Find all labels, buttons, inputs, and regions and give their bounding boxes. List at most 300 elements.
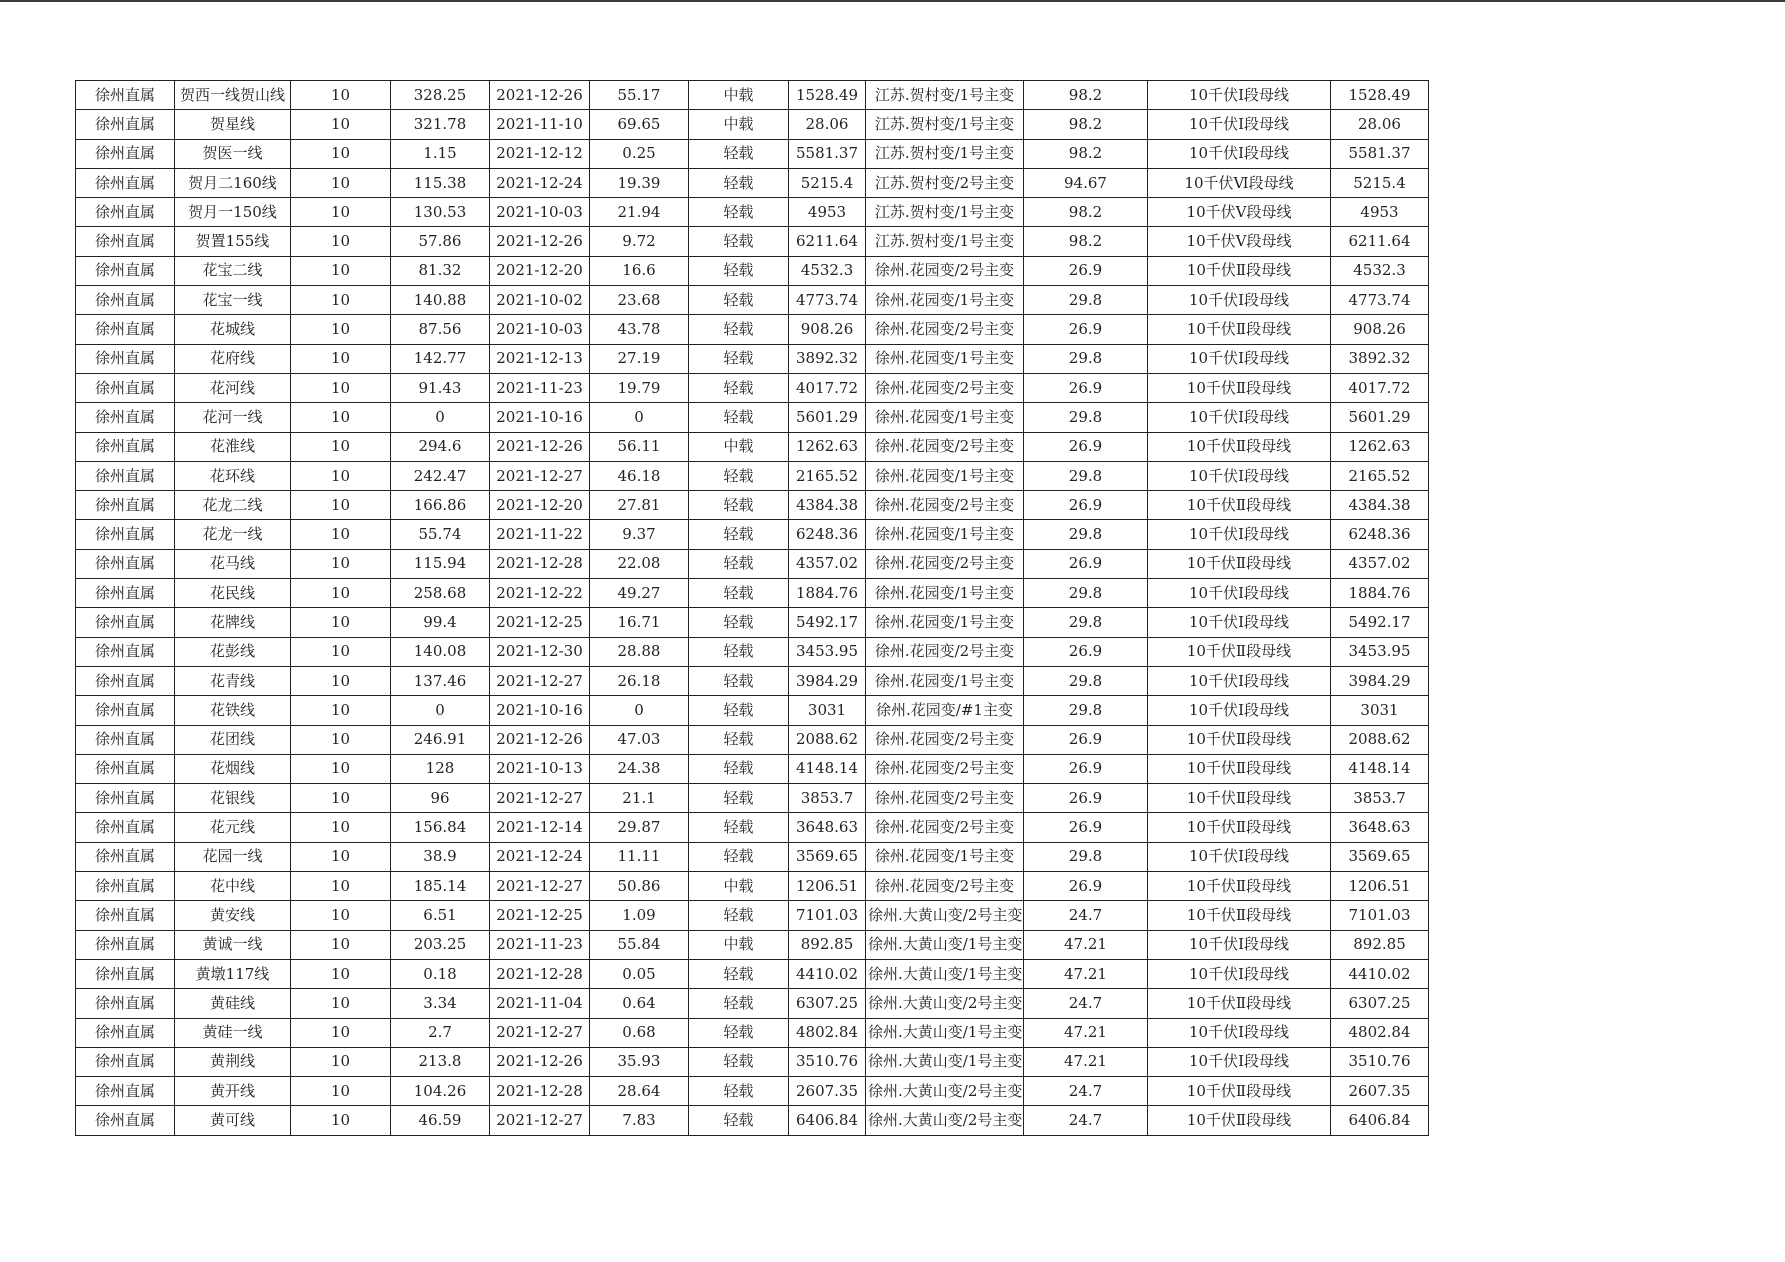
load-rate-cell: 22.08 bbox=[590, 549, 689, 578]
source-transformer-cell: 徐州.花园变/2号主变 bbox=[866, 637, 1024, 666]
load-level-cell: 轻载 bbox=[689, 842, 789, 871]
transformer-rate-cell: 29.8 bbox=[1024, 286, 1148, 315]
transformer-rate-cell: 26.9 bbox=[1024, 637, 1148, 666]
load-rate-cell: 69.65 bbox=[590, 110, 689, 139]
load-cell: 185.14 bbox=[391, 872, 490, 901]
capacity-cell: 3510.76 bbox=[789, 1047, 866, 1076]
load-level-cell: 轻载 bbox=[689, 139, 789, 168]
available-capacity-cell: 5581.37 bbox=[1331, 139, 1429, 168]
load-cell: 0.18 bbox=[391, 959, 490, 988]
transformer-rate-cell: 24.7 bbox=[1024, 901, 1148, 930]
voltage-cell: 10 bbox=[291, 872, 391, 901]
bus-cell: 10千伏Ⅱ段母线 bbox=[1148, 784, 1331, 813]
available-capacity-cell: 4410.02 bbox=[1331, 959, 1429, 988]
capacity-cell: 2088.62 bbox=[789, 725, 866, 754]
transformer-rate-cell: 26.9 bbox=[1024, 872, 1148, 901]
available-capacity-cell: 3984.29 bbox=[1331, 666, 1429, 695]
line-name-cell: 花宝一线 bbox=[175, 286, 291, 315]
source-transformer-cell: 徐州.花园变/#1主变 bbox=[866, 696, 1024, 725]
load-level-cell: 轻载 bbox=[689, 198, 789, 227]
available-capacity-cell: 4773.74 bbox=[1331, 286, 1429, 315]
unit-cell: 徐州直属 bbox=[76, 696, 175, 725]
available-capacity-cell: 892.85 bbox=[1331, 930, 1429, 959]
line-name-cell: 花城线 bbox=[175, 315, 291, 344]
table-row bbox=[76, 432, 1429, 461]
transformer-rate-cell: 47.21 bbox=[1024, 930, 1148, 959]
source-transformer-cell: 徐州.花园变/2号主变 bbox=[866, 725, 1024, 754]
bus-cell: 10千伏Ⅱ段母线 bbox=[1148, 373, 1331, 402]
capacity-cell: 4773.74 bbox=[789, 286, 866, 315]
date-cell: 2021-12-30 bbox=[490, 637, 590, 666]
unit-cell: 徐州直属 bbox=[76, 491, 175, 520]
transformer-rate-cell: 29.8 bbox=[1024, 842, 1148, 871]
line-name-cell: 花宝二线 bbox=[175, 256, 291, 285]
unit-cell: 徐州直属 bbox=[76, 608, 175, 637]
source-transformer-cell: 徐州.花园变/2号主变 bbox=[866, 784, 1024, 813]
transformer-rate-cell: 29.8 bbox=[1024, 461, 1148, 490]
load-cell: 46.59 bbox=[391, 1106, 490, 1135]
date-cell: 2021-12-27 bbox=[490, 1018, 590, 1047]
capacity-cell: 2165.52 bbox=[789, 461, 866, 490]
available-capacity-cell: 4802.84 bbox=[1331, 1018, 1429, 1047]
source-transformer-cell: 徐州.花园变/1号主变 bbox=[866, 286, 1024, 315]
capacity-cell: 28.06 bbox=[789, 110, 866, 139]
voltage-cell: 10 bbox=[291, 81, 391, 110]
load-level-cell: 轻载 bbox=[689, 579, 789, 608]
load-rate-cell: 9.37 bbox=[590, 520, 689, 549]
source-transformer-cell: 徐州.花园变/1号主变 bbox=[866, 461, 1024, 490]
unit-cell: 徐州直属 bbox=[76, 198, 175, 227]
transformer-rate-cell: 47.21 bbox=[1024, 1047, 1148, 1076]
voltage-cell: 10 bbox=[291, 491, 391, 520]
date-cell: 2021-11-23 bbox=[490, 930, 590, 959]
line-name-cell: 花淮线 bbox=[175, 432, 291, 461]
unit-cell: 徐州直属 bbox=[76, 403, 175, 432]
transformer-rate-cell: 47.21 bbox=[1024, 959, 1148, 988]
load-rate-cell: 0.25 bbox=[590, 139, 689, 168]
line-name-cell: 黄开线 bbox=[175, 1077, 291, 1106]
unit-cell: 徐州直属 bbox=[76, 637, 175, 666]
date-cell: 2021-10-02 bbox=[490, 286, 590, 315]
load-level-cell: 轻载 bbox=[689, 227, 789, 256]
transformer-rate-cell: 29.8 bbox=[1024, 344, 1148, 373]
capacity-cell: 1528.49 bbox=[789, 81, 866, 110]
capacity-cell: 5601.29 bbox=[789, 403, 866, 432]
voltage-cell: 10 bbox=[291, 286, 391, 315]
date-cell: 2021-12-27 bbox=[490, 872, 590, 901]
voltage-cell: 10 bbox=[291, 227, 391, 256]
line-name-cell: 花马线 bbox=[175, 549, 291, 578]
load-cell: 140.08 bbox=[391, 637, 490, 666]
available-capacity-cell: 5601.29 bbox=[1331, 403, 1429, 432]
capacity-cell: 3031 bbox=[789, 696, 866, 725]
load-level-cell: 轻载 bbox=[689, 901, 789, 930]
source-transformer-cell: 江苏.贺村变/1号主变 bbox=[866, 81, 1024, 110]
table-row bbox=[76, 842, 1429, 871]
available-capacity-cell: 1884.76 bbox=[1331, 579, 1429, 608]
load-rate-cell: 21.1 bbox=[590, 784, 689, 813]
date-cell: 2021-11-10 bbox=[490, 110, 590, 139]
load-cell: 130.53 bbox=[391, 198, 490, 227]
unit-cell: 徐州直属 bbox=[76, 754, 175, 783]
unit-cell: 徐州直属 bbox=[76, 1047, 175, 1076]
table-row bbox=[76, 1047, 1429, 1076]
transformer-rate-cell: 98.2 bbox=[1024, 81, 1148, 110]
unit-cell: 徐州直属 bbox=[76, 1077, 175, 1106]
unit-cell: 徐州直属 bbox=[76, 784, 175, 813]
capacity-cell: 892.85 bbox=[789, 930, 866, 959]
transformer-rate-cell: 26.9 bbox=[1024, 315, 1148, 344]
unit-cell: 徐州直属 bbox=[76, 227, 175, 256]
line-name-cell: 花烟线 bbox=[175, 754, 291, 783]
table-body bbox=[76, 81, 1429, 1136]
bus-cell: 10千伏Ⅱ段母线 bbox=[1148, 725, 1331, 754]
bus-cell: 10千伏Ⅰ段母线 bbox=[1148, 344, 1331, 373]
line-name-cell: 黄荆线 bbox=[175, 1047, 291, 1076]
load-rate-cell: 56.11 bbox=[590, 432, 689, 461]
table-row bbox=[76, 315, 1429, 344]
voltage-cell: 10 bbox=[291, 754, 391, 783]
load-rate-cell: 1.09 bbox=[590, 901, 689, 930]
line-name-cell: 黄安线 bbox=[175, 901, 291, 930]
load-cell: 96 bbox=[391, 784, 490, 813]
load-cell: 3.34 bbox=[391, 989, 490, 1018]
table-row bbox=[76, 81, 1429, 110]
table-row bbox=[76, 754, 1429, 783]
unit-cell: 徐州直属 bbox=[76, 520, 175, 549]
available-capacity-cell: 1206.51 bbox=[1331, 872, 1429, 901]
source-transformer-cell: 江苏.贺村变/1号主变 bbox=[866, 227, 1024, 256]
load-cell: 137.46 bbox=[391, 666, 490, 695]
line-name-cell: 花铁线 bbox=[175, 696, 291, 725]
line-name-cell: 黄诚一线 bbox=[175, 930, 291, 959]
load-level-cell: 轻载 bbox=[689, 725, 789, 754]
load-level-cell: 轻载 bbox=[689, 373, 789, 402]
bus-cell: 10千伏Ⅱ段母线 bbox=[1148, 491, 1331, 520]
source-transformer-cell: 徐州.花园变/2号主变 bbox=[866, 872, 1024, 901]
load-rate-cell: 28.88 bbox=[590, 637, 689, 666]
unit-cell: 徐州直属 bbox=[76, 666, 175, 695]
unit-cell: 徐州直属 bbox=[76, 901, 175, 930]
capacity-cell: 6211.64 bbox=[789, 227, 866, 256]
date-cell: 2021-12-25 bbox=[490, 608, 590, 637]
load-level-cell: 轻载 bbox=[689, 608, 789, 637]
table-row bbox=[76, 549, 1429, 578]
table-row bbox=[76, 139, 1429, 168]
capacity-cell: 3648.63 bbox=[789, 813, 866, 842]
load-rate-cell: 16.71 bbox=[590, 608, 689, 637]
capacity-cell: 4357.02 bbox=[789, 549, 866, 578]
page-top-rule bbox=[0, 0, 1785, 2]
available-capacity-cell: 1528.49 bbox=[1331, 81, 1429, 110]
load-cell: 140.88 bbox=[391, 286, 490, 315]
voltage-cell: 10 bbox=[291, 842, 391, 871]
available-capacity-cell: 6248.36 bbox=[1331, 520, 1429, 549]
source-transformer-cell: 江苏.贺村变/1号主变 bbox=[866, 110, 1024, 139]
voltage-cell: 10 bbox=[291, 579, 391, 608]
load-cell: 57.86 bbox=[391, 227, 490, 256]
load-level-cell: 轻载 bbox=[689, 637, 789, 666]
line-name-cell: 黄硅一线 bbox=[175, 1018, 291, 1047]
load-cell: 258.68 bbox=[391, 579, 490, 608]
load-cell: 246.91 bbox=[391, 725, 490, 754]
capacity-cell: 3853.7 bbox=[789, 784, 866, 813]
line-name-cell: 花团线 bbox=[175, 725, 291, 754]
date-cell: 2021-12-26 bbox=[490, 81, 590, 110]
date-cell: 2021-11-23 bbox=[490, 373, 590, 402]
source-transformer-cell: 徐州.花园变/2号主变 bbox=[866, 754, 1024, 783]
load-cell: 104.26 bbox=[391, 1077, 490, 1106]
source-transformer-cell: 徐州.花园变/1号主变 bbox=[866, 579, 1024, 608]
capacity-cell: 2607.35 bbox=[789, 1077, 866, 1106]
load-rate-cell: 11.11 bbox=[590, 842, 689, 871]
voltage-cell: 10 bbox=[291, 725, 391, 754]
load-cell: 166.86 bbox=[391, 491, 490, 520]
load-rate-cell: 55.84 bbox=[590, 930, 689, 959]
table-row bbox=[76, 461, 1429, 490]
load-rate-cell: 35.93 bbox=[590, 1047, 689, 1076]
transformer-rate-cell: 24.7 bbox=[1024, 989, 1148, 1018]
available-capacity-cell: 6406.84 bbox=[1331, 1106, 1429, 1135]
table-row bbox=[76, 666, 1429, 695]
load-cell: 2.7 bbox=[391, 1018, 490, 1047]
bus-cell: 10千伏Ⅴ段母线 bbox=[1148, 198, 1331, 227]
date-cell: 2021-11-22 bbox=[490, 520, 590, 549]
date-cell: 2021-11-04 bbox=[490, 989, 590, 1018]
transformer-rate-cell: 29.8 bbox=[1024, 666, 1148, 695]
voltage-cell: 10 bbox=[291, 520, 391, 549]
unit-cell: 徐州直属 bbox=[76, 344, 175, 373]
line-name-cell: 黄墩117线 bbox=[175, 959, 291, 988]
bus-cell: 10千伏Ⅱ段母线 bbox=[1148, 549, 1331, 578]
load-level-cell: 中载 bbox=[689, 110, 789, 139]
line-name-cell: 花牌线 bbox=[175, 608, 291, 637]
transformer-rate-cell: 24.7 bbox=[1024, 1106, 1148, 1135]
voltage-cell: 10 bbox=[291, 666, 391, 695]
line-name-cell: 花青线 bbox=[175, 666, 291, 695]
source-transformer-cell: 徐州.花园变/2号主变 bbox=[866, 432, 1024, 461]
voltage-cell: 10 bbox=[291, 637, 391, 666]
source-transformer-cell: 徐州.花园变/2号主变 bbox=[866, 549, 1024, 578]
table-row bbox=[76, 637, 1429, 666]
bus-cell: 10千伏Ⅰ段母线 bbox=[1148, 696, 1331, 725]
capacity-cell: 4953 bbox=[789, 198, 866, 227]
voltage-cell: 10 bbox=[291, 110, 391, 139]
voltage-cell: 10 bbox=[291, 1047, 391, 1076]
voltage-cell: 10 bbox=[291, 784, 391, 813]
available-capacity-cell: 4384.38 bbox=[1331, 491, 1429, 520]
load-cell: 156.84 bbox=[391, 813, 490, 842]
load-cell: 91.43 bbox=[391, 373, 490, 402]
capacity-cell: 6307.25 bbox=[789, 989, 866, 1018]
load-cell: 328.25 bbox=[391, 81, 490, 110]
table-row bbox=[76, 579, 1429, 608]
load-cell: 6.51 bbox=[391, 901, 490, 930]
table-row bbox=[76, 696, 1429, 725]
source-transformer-cell: 徐州.大黄山变/1号主变 bbox=[866, 1018, 1024, 1047]
voltage-cell: 10 bbox=[291, 1018, 391, 1047]
voltage-cell: 10 bbox=[291, 315, 391, 344]
available-capacity-cell: 7101.03 bbox=[1331, 901, 1429, 930]
load-level-cell: 轻载 bbox=[689, 549, 789, 578]
load-rate-cell: 55.17 bbox=[590, 81, 689, 110]
bus-cell: 10千伏Ⅰ段母线 bbox=[1148, 930, 1331, 959]
load-rate-cell: 0 bbox=[590, 403, 689, 432]
load-rate-cell: 28.64 bbox=[590, 1077, 689, 1106]
load-cell: 55.74 bbox=[391, 520, 490, 549]
transformer-rate-cell: 26.9 bbox=[1024, 754, 1148, 783]
table-row bbox=[76, 784, 1429, 813]
load-level-cell: 中载 bbox=[689, 81, 789, 110]
transformer-rate-cell: 29.8 bbox=[1024, 403, 1148, 432]
bus-cell: 10千伏Ⅰ段母线 bbox=[1148, 520, 1331, 549]
date-cell: 2021-12-12 bbox=[490, 139, 590, 168]
source-transformer-cell: 徐州.花园变/2号主变 bbox=[866, 491, 1024, 520]
source-transformer-cell: 徐州.大黄山变/1号主变 bbox=[866, 1047, 1024, 1076]
available-capacity-cell: 1262.63 bbox=[1331, 432, 1429, 461]
source-transformer-cell: 徐州.大黄山变/1号主变 bbox=[866, 959, 1024, 988]
voltage-cell: 10 bbox=[291, 1106, 391, 1135]
available-capacity-cell: 5215.4 bbox=[1331, 168, 1429, 197]
load-cell: 81.32 bbox=[391, 256, 490, 285]
load-level-cell: 轻载 bbox=[689, 403, 789, 432]
table-row bbox=[76, 491, 1429, 520]
load-level-cell: 轻载 bbox=[689, 959, 789, 988]
available-capacity-cell: 2088.62 bbox=[1331, 725, 1429, 754]
load-level-cell: 中载 bbox=[689, 432, 789, 461]
available-capacity-cell: 4017.72 bbox=[1331, 373, 1429, 402]
date-cell: 2021-12-27 bbox=[490, 784, 590, 813]
unit-cell: 徐州直属 bbox=[76, 315, 175, 344]
source-transformer-cell: 徐州.花园变/1号主变 bbox=[866, 344, 1024, 373]
date-cell: 2021-12-20 bbox=[490, 491, 590, 520]
date-cell: 2021-12-28 bbox=[490, 1077, 590, 1106]
table-row bbox=[76, 344, 1429, 373]
transformer-rate-cell: 26.9 bbox=[1024, 373, 1148, 402]
load-level-cell: 轻载 bbox=[689, 461, 789, 490]
source-transformer-cell: 徐州.大黄山变/2号主变 bbox=[866, 901, 1024, 930]
line-name-cell: 花龙二线 bbox=[175, 491, 291, 520]
table-row bbox=[76, 227, 1429, 256]
available-capacity-cell: 2165.52 bbox=[1331, 461, 1429, 490]
load-level-cell: 轻载 bbox=[689, 754, 789, 783]
load-rate-cell: 9.72 bbox=[590, 227, 689, 256]
load-rate-cell: 27.81 bbox=[590, 491, 689, 520]
voltage-cell: 10 bbox=[291, 461, 391, 490]
bus-cell: 10千伏Ⅱ段母线 bbox=[1148, 813, 1331, 842]
bus-cell: 10千伏Ⅱ段母线 bbox=[1148, 256, 1331, 285]
load-rate-cell: 43.78 bbox=[590, 315, 689, 344]
bus-cell: 10千伏Ⅱ段母线 bbox=[1148, 989, 1331, 1018]
load-rate-cell: 49.27 bbox=[590, 579, 689, 608]
load-cell: 0 bbox=[391, 696, 490, 725]
bus-cell: 10千伏Ⅱ段母线 bbox=[1148, 754, 1331, 783]
table-row bbox=[76, 256, 1429, 285]
transformer-rate-cell: 98.2 bbox=[1024, 110, 1148, 139]
transformer-rate-cell: 29.8 bbox=[1024, 520, 1148, 549]
load-cell: 294.6 bbox=[391, 432, 490, 461]
transformer-rate-cell: 98.2 bbox=[1024, 139, 1148, 168]
source-transformer-cell: 徐州.花园变/2号主变 bbox=[866, 256, 1024, 285]
table-row bbox=[76, 725, 1429, 754]
load-rate-cell: 7.83 bbox=[590, 1106, 689, 1135]
load-cell: 203.25 bbox=[391, 930, 490, 959]
voltage-cell: 10 bbox=[291, 989, 391, 1018]
unit-cell: 徐州直属 bbox=[76, 872, 175, 901]
unit-cell: 徐州直属 bbox=[76, 461, 175, 490]
transformer-rate-cell: 26.9 bbox=[1024, 432, 1148, 461]
load-cell: 242.47 bbox=[391, 461, 490, 490]
available-capacity-cell: 4532.3 bbox=[1331, 256, 1429, 285]
load-cell: 99.4 bbox=[391, 608, 490, 637]
line-name-cell: 花园一线 bbox=[175, 842, 291, 871]
load-rate-cell: 26.18 bbox=[590, 666, 689, 695]
load-level-cell: 轻载 bbox=[689, 784, 789, 813]
load-level-cell: 轻载 bbox=[689, 666, 789, 695]
load-level-cell: 轻载 bbox=[689, 1018, 789, 1047]
load-rate-cell: 23.68 bbox=[590, 286, 689, 315]
unit-cell: 徐州直属 bbox=[76, 81, 175, 110]
line-name-cell: 黄可线 bbox=[175, 1106, 291, 1135]
load-level-cell: 轻载 bbox=[689, 813, 789, 842]
line-name-cell: 贺西一线贺山线 bbox=[175, 81, 291, 110]
bus-cell: 10千伏Ⅰ段母线 bbox=[1148, 403, 1331, 432]
source-transformer-cell: 江苏.贺村变/1号主变 bbox=[866, 139, 1024, 168]
bus-cell: 10千伏Ⅰ段母线 bbox=[1148, 666, 1331, 695]
available-capacity-cell: 3892.32 bbox=[1331, 344, 1429, 373]
capacity-cell: 5492.17 bbox=[789, 608, 866, 637]
available-capacity-cell: 3510.76 bbox=[1331, 1047, 1429, 1076]
load-cell: 87.56 bbox=[391, 315, 490, 344]
capacity-cell: 4532.3 bbox=[789, 256, 866, 285]
transformer-rate-cell: 26.9 bbox=[1024, 784, 1148, 813]
load-cell: 142.77 bbox=[391, 344, 490, 373]
date-cell: 2021-12-24 bbox=[490, 168, 590, 197]
date-cell: 2021-12-26 bbox=[490, 227, 590, 256]
table-row bbox=[76, 1018, 1429, 1047]
voltage-cell: 10 bbox=[291, 901, 391, 930]
load-level-cell: 轻载 bbox=[689, 1047, 789, 1076]
load-level-cell: 中载 bbox=[689, 872, 789, 901]
date-cell: 2021-10-03 bbox=[490, 198, 590, 227]
feeder-load-table bbox=[75, 80, 1429, 1136]
table-row bbox=[76, 373, 1429, 402]
date-cell: 2021-12-26 bbox=[490, 1047, 590, 1076]
load-rate-cell: 21.94 bbox=[590, 198, 689, 227]
bus-cell: 10千伏Ⅱ段母线 bbox=[1148, 315, 1331, 344]
table-row bbox=[76, 901, 1429, 930]
unit-cell: 徐州直属 bbox=[76, 959, 175, 988]
unit-cell: 徐州直属 bbox=[76, 842, 175, 871]
source-transformer-cell: 徐州.花园变/1号主变 bbox=[866, 403, 1024, 432]
source-transformer-cell: 徐州.花园变/1号主变 bbox=[866, 608, 1024, 637]
line-name-cell: 贺医一线 bbox=[175, 139, 291, 168]
load-rate-cell: 0.68 bbox=[590, 1018, 689, 1047]
load-level-cell: 轻载 bbox=[689, 520, 789, 549]
available-capacity-cell: 6307.25 bbox=[1331, 989, 1429, 1018]
voltage-cell: 10 bbox=[291, 373, 391, 402]
table-row bbox=[76, 1077, 1429, 1106]
voltage-cell: 10 bbox=[291, 608, 391, 637]
unit-cell: 徐州直属 bbox=[76, 1106, 175, 1135]
source-transformer-cell: 江苏.贺村变/1号主变 bbox=[866, 198, 1024, 227]
bus-cell: 10千伏Ⅰ段母线 bbox=[1148, 81, 1331, 110]
line-name-cell: 贺月二160线 bbox=[175, 168, 291, 197]
voltage-cell: 10 bbox=[291, 813, 391, 842]
table-row bbox=[76, 608, 1429, 637]
date-cell: 2021-12-14 bbox=[490, 813, 590, 842]
voltage-cell: 10 bbox=[291, 256, 391, 285]
